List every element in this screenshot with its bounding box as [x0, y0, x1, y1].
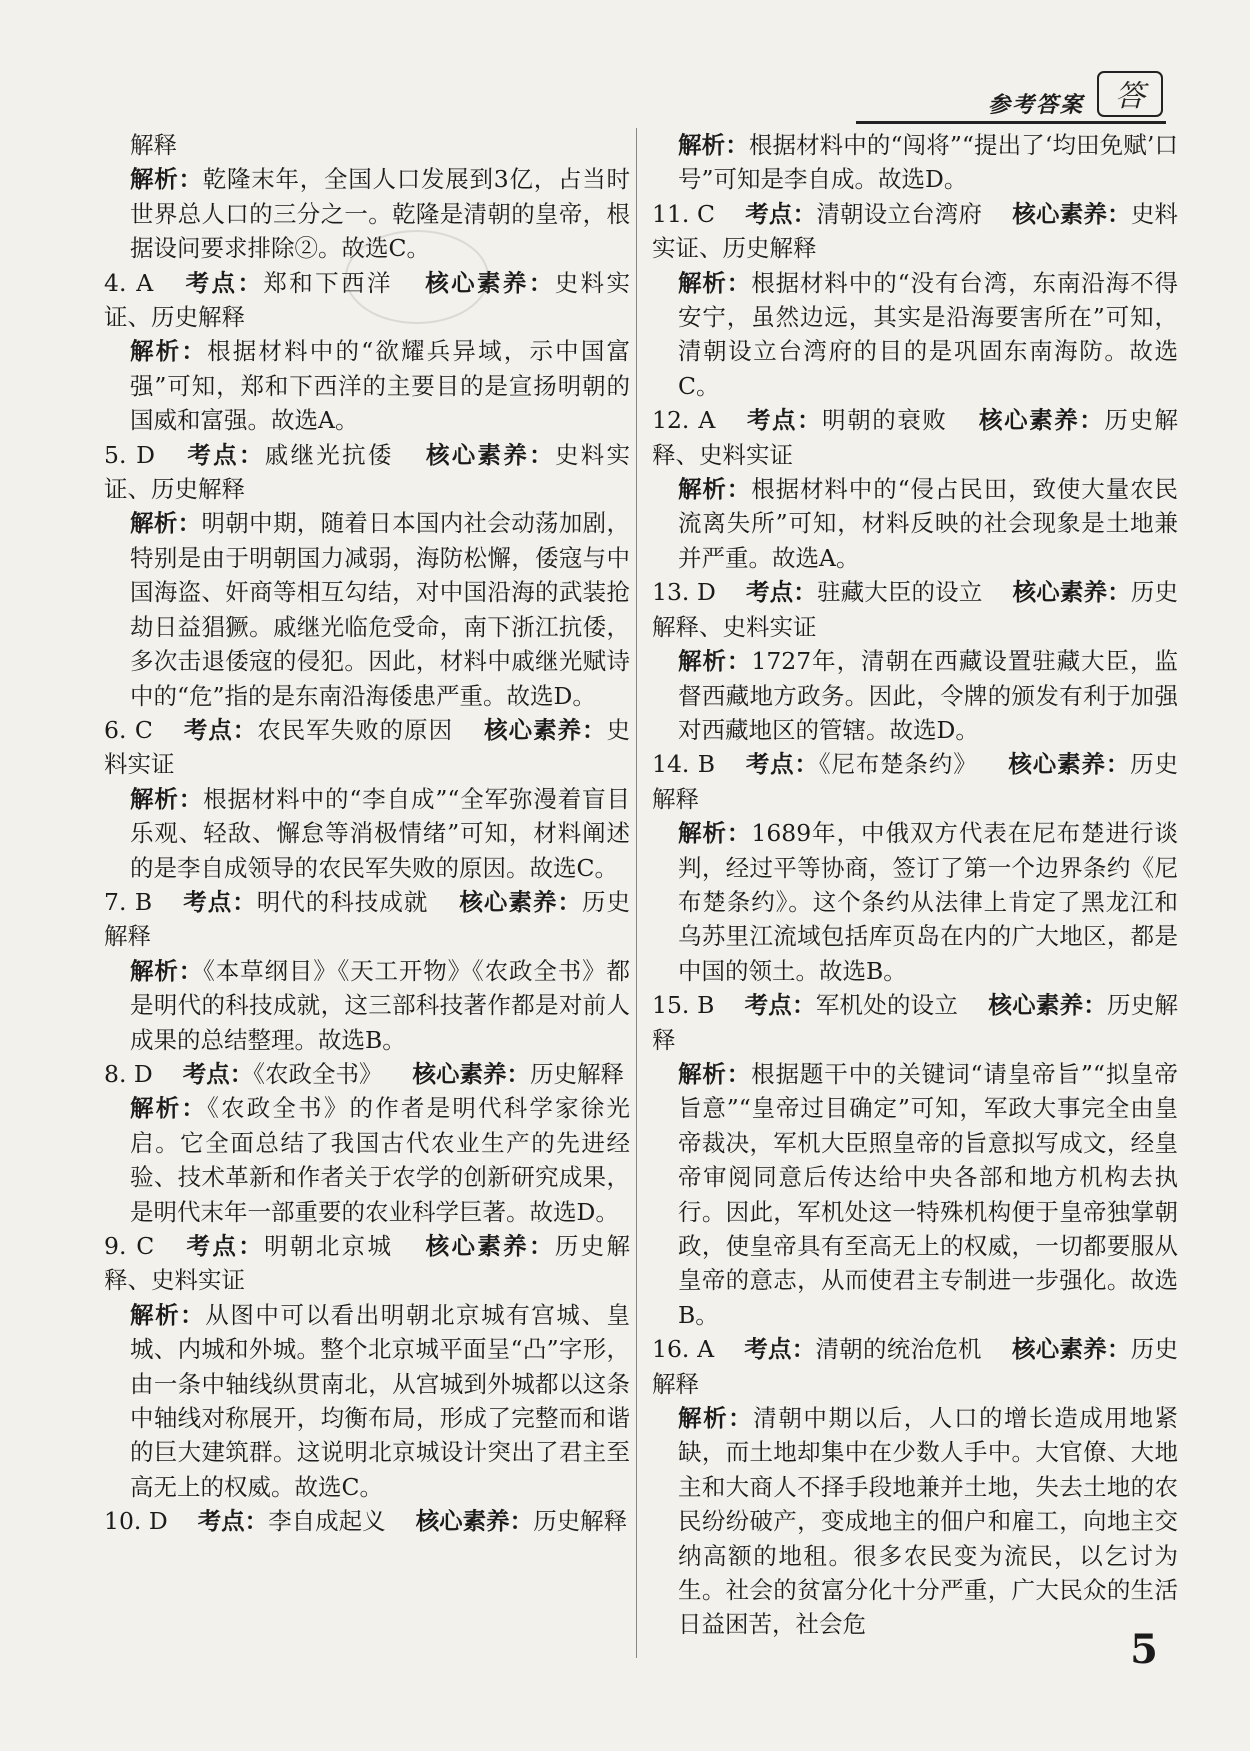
analysis-text: 根据题干中的关键词“请皇帝旨”“拟皇帝旨意”“皇帝过目确定”可知，军政大事完全由皇帝裁决，军机大臣照皇帝的旨意拟写成文，经皇帝审阅同意后传达给中央各部和地方机构去执行。因此，军机处这一特殊机构便于皇帝独掌朝政，使皇帝具有至高无上的权威，一切都要服从皇帝的意志，从而使君主专制进一步强化。故选B。: [678, 1059, 1179, 1329]
analysis-label: 解析：: [678, 1404, 754, 1433]
core-literacy-text: 历史解释、史料实证: [652, 578, 1179, 641]
analysis-label: 解析：: [678, 1059, 752, 1088]
analysis-label: 解析：: [130, 1300, 206, 1329]
question-number: 15. B: [652, 991, 715, 1020]
key-point-text: 《尼布楚条约》: [818, 750, 978, 779]
analysis-paragraph: [130, 1091, 630, 1229]
question-heading: [652, 403, 1178, 472]
question-number: 8. D: [104, 1059, 153, 1088]
analysis-label: 解析：: [130, 956, 204, 985]
analysis-label: 解析：: [678, 268, 752, 297]
question-heading: [652, 747, 1178, 816]
core-literacy-text: 历史解释: [104, 887, 631, 951]
core-literacy-label: 核心素养：: [977, 406, 1105, 435]
core-literacy-label: 核心素养：: [458, 887, 582, 916]
core-literacy-text: 历史解释、史料实证: [104, 1232, 631, 1295]
question-number: 12. A: [652, 406, 716, 435]
question-number: 11. C: [652, 199, 716, 228]
question-heading: [652, 575, 1178, 644]
analysis-paragraph: [130, 1298, 630, 1504]
key-point-text: 《农政全书》: [253, 1059, 383, 1088]
core-literacy-label: 核心素养：: [423, 440, 555, 469]
analysis-label: 解析：: [678, 647, 752, 676]
key-point-label: 考点：: [745, 406, 823, 435]
analysis-text: 《本草纲目》《天工开物》《农政全书》都是明代的科技成就，这三部科技著作都是对前人成果的总结整理。故选B。: [130, 956, 631, 1054]
analysis-paragraph: [130, 334, 630, 437]
analysis-text: 根据材料中的“欲耀兵异域，示中国富强”可知，郑和下西洋的主要目的是宣扬明朝的国威和富强。故选A。: [130, 337, 631, 435]
question-heading: [104, 266, 630, 335]
question-number: 4. A: [104, 268, 154, 297]
analysis-paragraph: [678, 1057, 1178, 1332]
key-point-text: 李自成起义: [268, 1507, 386, 1536]
analysis-text: 根据材料中的“李自成”“全军弥漫着盲目乐观、轻敌、懈怠等消极情绪”可知，材料阐述的是李自成领导的农民军失败的原因。故选C。: [130, 784, 631, 882]
key-point-text: 郑和下西洋: [263, 268, 393, 297]
right-column: [652, 128, 1179, 1642]
key-point-text: 农民军失败的原因: [257, 715, 454, 744]
question-heading: [104, 438, 630, 507]
key-point-label: 考点：: [185, 440, 265, 469]
question-number: 13. D: [652, 578, 716, 607]
core-literacy-text: 历史解释: [533, 1507, 628, 1536]
question-number: 10. D: [104, 1507, 168, 1536]
continuation-text: 解释: [130, 131, 177, 159]
core-literacy-text: 历史解释: [652, 750, 1179, 813]
analysis-paragraph: [130, 162, 630, 265]
page-number: 5: [1130, 1626, 1158, 1673]
key-point-text: 明朝的衰败: [822, 406, 948, 435]
key-point-text: 清朝的统治危机: [815, 1335, 982, 1364]
key-point-label: 考点：: [197, 1507, 269, 1536]
core-literacy-text: 史料实证、历史解释: [104, 268, 631, 332]
analysis-text: 《农政全书》的作者是明代科学家徐光启。它全面总结了我国古代农业生产的先进经验、技术革新和作者关于农学的创新研究成果，是明代末年一部重要的农业科学巨著。故选D。: [130, 1094, 631, 1226]
analysis-text: 明朝中期，随着日本国内社会动荡加剧，特别是由于明朝国力减弱，海防松懈，倭寇与中国海盗、奸商等相互勾结，对中国沿海的武装抢劫日益猖獗。戚继光临危受命，南下浙江抗倭，多次击退倭寇的侵犯。因此，材料中戚继光赋诗中的“危”指的是东南沿海倭患严重。故选D。: [130, 509, 631, 710]
analysis-paragraph: [130, 954, 630, 1057]
key-point-text: 驻藏大臣的设立: [816, 578, 983, 607]
analysis-label: 解析：: [130, 165, 203, 194]
core-literacy-text: 史料实证: [104, 715, 631, 779]
key-point-label: 考点：: [183, 268, 264, 297]
question-number: 16. A: [652, 1335, 715, 1364]
analysis-text: 根据材料中的“闯将”“提出了‘均田免赋’口号”可知是李自成。故选D。: [678, 131, 1178, 194]
question-number: 9. C: [104, 1232, 155, 1260]
question-heading: [652, 988, 1178, 1057]
key-point-text: 军机处的设立: [815, 991, 959, 1020]
core-literacy-label: 核心素养：: [1012, 199, 1131, 228]
core-literacy-text: 史料实证、历史解释: [652, 199, 1179, 263]
key-point-label: 考点：: [184, 1232, 265, 1260]
header-title: 参考答案: [987, 92, 1084, 118]
core-literacy-text: 历史解释、史料实证: [652, 406, 1179, 469]
question-number: 7. B: [104, 887, 153, 916]
analysis-label: 解析：: [130, 1094, 208, 1123]
analysis-text: 乾隆末年，全国人口发展到3亿，占当时世界总人口的三分之一。乾隆是清朝的皇帝，根据设问要求排除②。故选C。: [130, 165, 631, 263]
question-heading: [652, 197, 1178, 266]
question-heading: [104, 713, 630, 782]
core-literacy-label: 核心素养：: [483, 715, 607, 744]
core-literacy-label: 核心素养：: [1007, 750, 1131, 779]
core-literacy-text: 历史解释: [652, 991, 1179, 1054]
analysis-text: 1727年，清朝在西藏设置驻藏大臣，监督西藏地方政务。因此，令牌的颁发有利于加强对西藏地区的管辖。故选D。: [678, 647, 1179, 744]
question-number: 6. C: [104, 715, 153, 744]
core-literacy-label: 核心素养：: [1011, 1335, 1131, 1364]
analysis-label: 解析：: [130, 509, 202, 538]
analysis-paragraph: [678, 1401, 1178, 1642]
analysis-text: 根据材料中的“没有台湾，东南沿海不得安宁，虽然边远，其实是沿海要害所在”可知，清朝设立台湾府的目的是巩固东南海防。故选C。: [678, 268, 1179, 400]
analysis-paragraph: [678, 266, 1178, 404]
core-literacy-text: 历史解释: [529, 1059, 624, 1088]
analysis-label: 解析：: [130, 337, 208, 366]
key-point-label: 考点：: [182, 715, 258, 744]
question-number: 14. B: [652, 750, 715, 779]
header-rule: [856, 121, 1166, 124]
key-point-label: 考点：: [182, 1059, 254, 1088]
key-point-label: 考点：: [744, 750, 819, 779]
key-point-label: 考点：: [182, 887, 257, 916]
analysis-paragraph: [678, 816, 1178, 988]
core-literacy-label: 核心素养：: [412, 1059, 530, 1088]
analysis-paragraph: [130, 506, 630, 712]
question-heading: [104, 885, 630, 954]
svg-text:答: 答: [1115, 79, 1145, 114]
publisher-logo: [1094, 70, 1166, 118]
core-literacy-label: 核心素养：: [422, 268, 555, 297]
key-point-text: 戚继光抗倭: [264, 440, 394, 469]
analysis-paragraph: [678, 472, 1178, 575]
core-literacy-label: 核心素养：: [988, 991, 1108, 1020]
key-point-label: 考点：: [745, 199, 817, 228]
analysis-text: 清朝中期以后，人口的增长造成用地紧缺，而土地却集中在少数人手中。大官僚、大地主和大商人不择手段地兼并土地，失去土地的农民纷纷破产，变成地主的佃户和雇工，向地主交纳高额的地租。很多农民变为流民，以乞讨为生。社会的贫富分化十分严重，广大民众的生活日益困苦，社会危: [678, 1404, 1179, 1639]
core-literacy-text: 历史解释: [652, 1335, 1179, 1398]
core-literacy-label: 核心素养：: [415, 1507, 534, 1536]
analysis-paragraph: [678, 128, 1178, 197]
question-heading: [652, 1332, 1178, 1401]
analysis-paragraph: [130, 782, 630, 885]
analysis-text: 从图中可以看出明朝北京城有宫城、皇城、内城和外城。整个北京城平面呈“凸”字形，由一条中轴线纵贯南北，从宫城到外城都以这条中轴线对称展开，均衡布局，形成了完整而和谐的巨大建筑群。这说明北京城设计突出了君主至高无上的权威。故选C。: [130, 1300, 631, 1501]
analysis-label: 解析：: [678, 819, 752, 848]
analysis-paragraph: [678, 644, 1178, 747]
analysis-text: 根据材料中的“侵占民田，致使大量农民流离失所”可知，材料反映的社会现象是土地兼并严重。故选A。: [678, 475, 1179, 572]
question-heading: [104, 1229, 630, 1298]
question-number: 5. D: [104, 440, 156, 469]
question-heading: [104, 1057, 630, 1091]
analysis-text: 1689年，中俄双方代表在尼布楚进行谈判，经过平等协商，签订了第一个边界条约《尼布楚条约》。这个条约从法律上肯定了黑龙江和乌苏里江流域包括库页岛在内的广大地区，都是中国的领土。故选B。: [678, 819, 1179, 985]
left-column: [104, 128, 631, 1539]
question-heading: [104, 1504, 630, 1538]
key-point-text: 明代的科技成就: [256, 887, 429, 916]
analysis-label: 解析：: [678, 475, 752, 504]
core-literacy-text: 史料实证、历史解释: [104, 440, 631, 504]
key-point-text: 明朝北京城: [264, 1232, 394, 1260]
column-divider: [636, 128, 637, 1658]
core-literacy-label: 核心素养：: [423, 1232, 555, 1260]
key-point-label: 考点：: [744, 1335, 816, 1364]
key-point-text: 清朝设立台湾府: [816, 199, 983, 228]
core-literacy-label: 核心素养：: [1012, 578, 1131, 607]
key-point-label: 考点：: [744, 991, 816, 1020]
key-point-label: 考点：: [745, 578, 817, 607]
analysis-label: 解析：: [130, 784, 204, 813]
analysis-label: 解析：: [678, 131, 749, 159]
